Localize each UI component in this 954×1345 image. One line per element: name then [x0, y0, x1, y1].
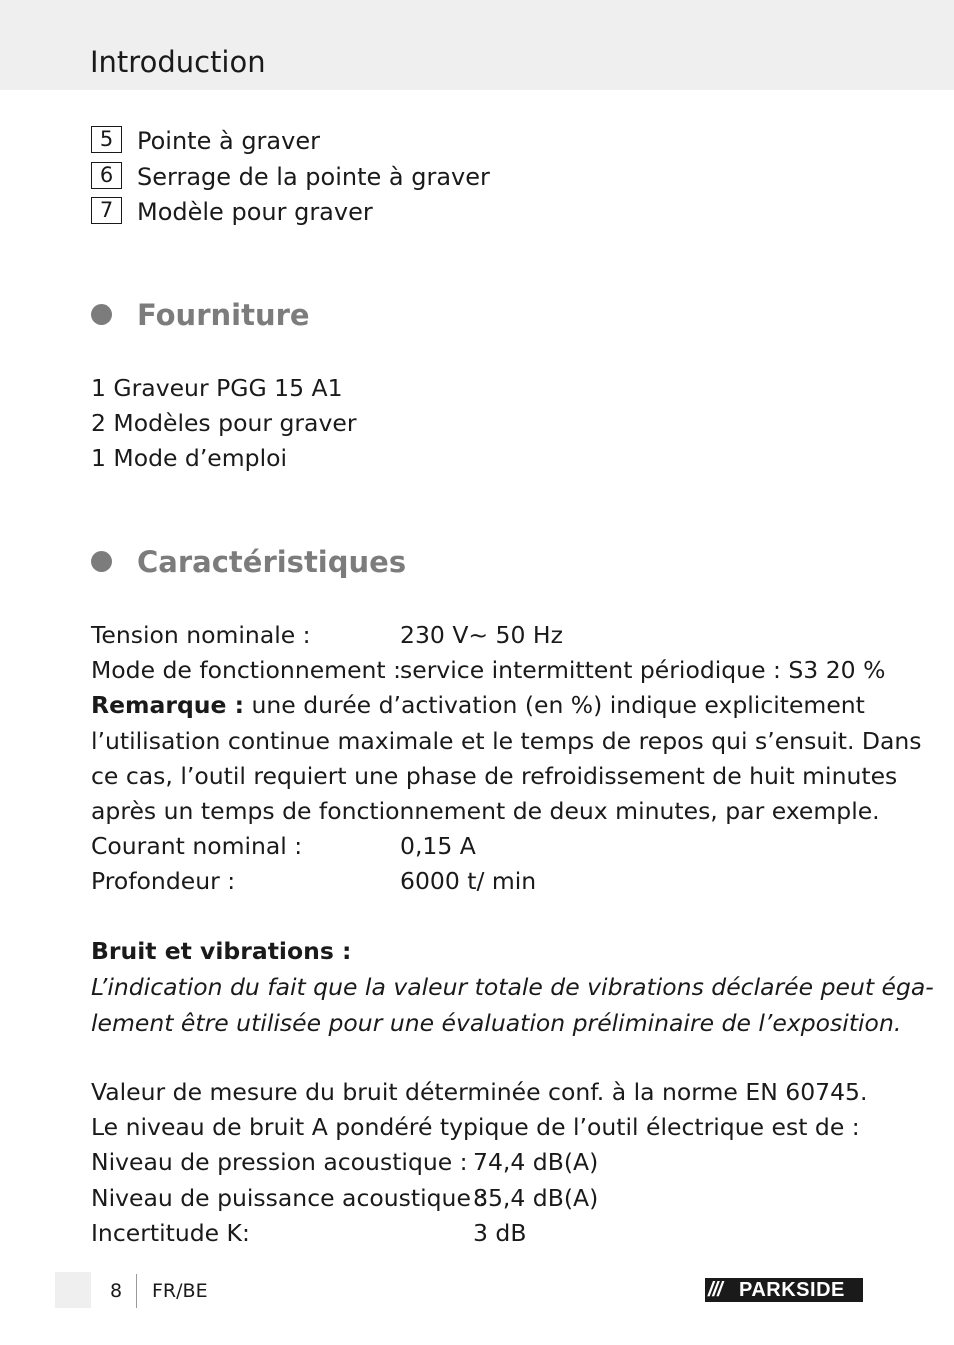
- measure-value: 74,4 dB(A): [473, 1148, 599, 1177]
- spec-key: Tension nominale :: [91, 621, 311, 649]
- bullet-icon: [91, 551, 112, 572]
- noise-block: [91, 934, 934, 1041]
- bullet-icon: [91, 304, 112, 325]
- measure-intro-line: Valeur de mesure du bruit déterminée conf. à la norme EN 60745.: [91, 1078, 868, 1106]
- brand-name: PARKSIDE: [739, 1279, 845, 1301]
- spec-row: [91, 864, 871, 899]
- spec-value: 6000 t/ min: [400, 867, 537, 896]
- measure-intro-line: Le niveau de bruit A pondéré typique de l’outil électrique est de :: [91, 1113, 860, 1142]
- page-number: 8: [110, 1280, 123, 1302]
- language-code: FR/BE: [152, 1280, 208, 1302]
- spec-row: [91, 653, 886, 688]
- part-number-box: 5: [91, 126, 122, 153]
- spec-value: service intermittent périodique : S3 20 %: [400, 656, 886, 685]
- noise-italic-line: L’indication du fait que la valeur totale de vibrations déclarée peut éga-: [91, 973, 934, 1002]
- spec-key: Mode de fonctionnement :: [91, 656, 402, 685]
- measure-key: Niveau de pression acoustique :: [91, 1148, 468, 1177]
- spec-row: [91, 618, 871, 653]
- note-label: Remarque :: [91, 691, 245, 720]
- note-line: après un temps de fonctionnement de deux minutes, par exemple.: [91, 796, 880, 825]
- footer-divider: [136, 1274, 137, 1308]
- spec-key: Profondeur :: [91, 867, 236, 896]
- note-line: l’utilisation continue maximale et le temps de repos qui s’ensuit. Dans: [91, 726, 922, 755]
- footer-tab: [55, 1272, 91, 1308]
- part-label: Serrage de la pointe à graver: [137, 162, 490, 191]
- part-number-box: 7: [91, 197, 122, 224]
- measure-key: Niveau de puissance acoustique :: [91, 1183, 487, 1212]
- spec-row: [91, 829, 871, 864]
- measure-row: [91, 1181, 871, 1216]
- list-item: 2 Modèles pour graver: [91, 409, 357, 438]
- measure-block: [91, 1075, 871, 1251]
- note-text: une durée d’activation (en %) indique explicitement: [244, 691, 865, 720]
- measure-key: Incertitude K:: [91, 1218, 250, 1247]
- measure-value: 3 dB: [473, 1218, 527, 1247]
- noise-italic-line: lement être utilisée pour une évaluation préliminaire de l’exposition.: [91, 1009, 902, 1038]
- measure-value: 85,4 dB(A): [473, 1183, 599, 1212]
- brand-logo: [705, 1278, 863, 1302]
- specs-block: [91, 618, 922, 900]
- heading-text: Caractéristiques: [137, 545, 407, 579]
- part-number-box: 6: [91, 162, 122, 189]
- list-item: 1 Mode d’emploi: [91, 444, 288, 473]
- measure-row: [91, 1145, 871, 1180]
- noise-title: Bruit et vibrations :: [91, 937, 352, 965]
- supply-list: [91, 371, 356, 477]
- heading-text: Fourniture: [137, 298, 310, 332]
- spec-value: 230 V~ 50 Hz: [400, 621, 563, 649]
- part-label: Pointe à graver: [137, 127, 320, 155]
- note-line: [91, 688, 871, 723]
- part-label: Modèle pour graver: [137, 198, 373, 226]
- page-title: Introduction: [90, 45, 266, 79]
- brand-slashes: ///: [708, 1279, 722, 1301]
- list-item: 1 Graveur PGG 15 A1: [91, 374, 343, 402]
- spec-value: 0,15 A: [400, 832, 476, 861]
- note-line: ce cas, l’outil requiert une phase de refroidissement de huit minutes: [91, 761, 898, 790]
- spec-key: Courant nominal :: [91, 832, 303, 861]
- measure-row: [91, 1216, 871, 1251]
